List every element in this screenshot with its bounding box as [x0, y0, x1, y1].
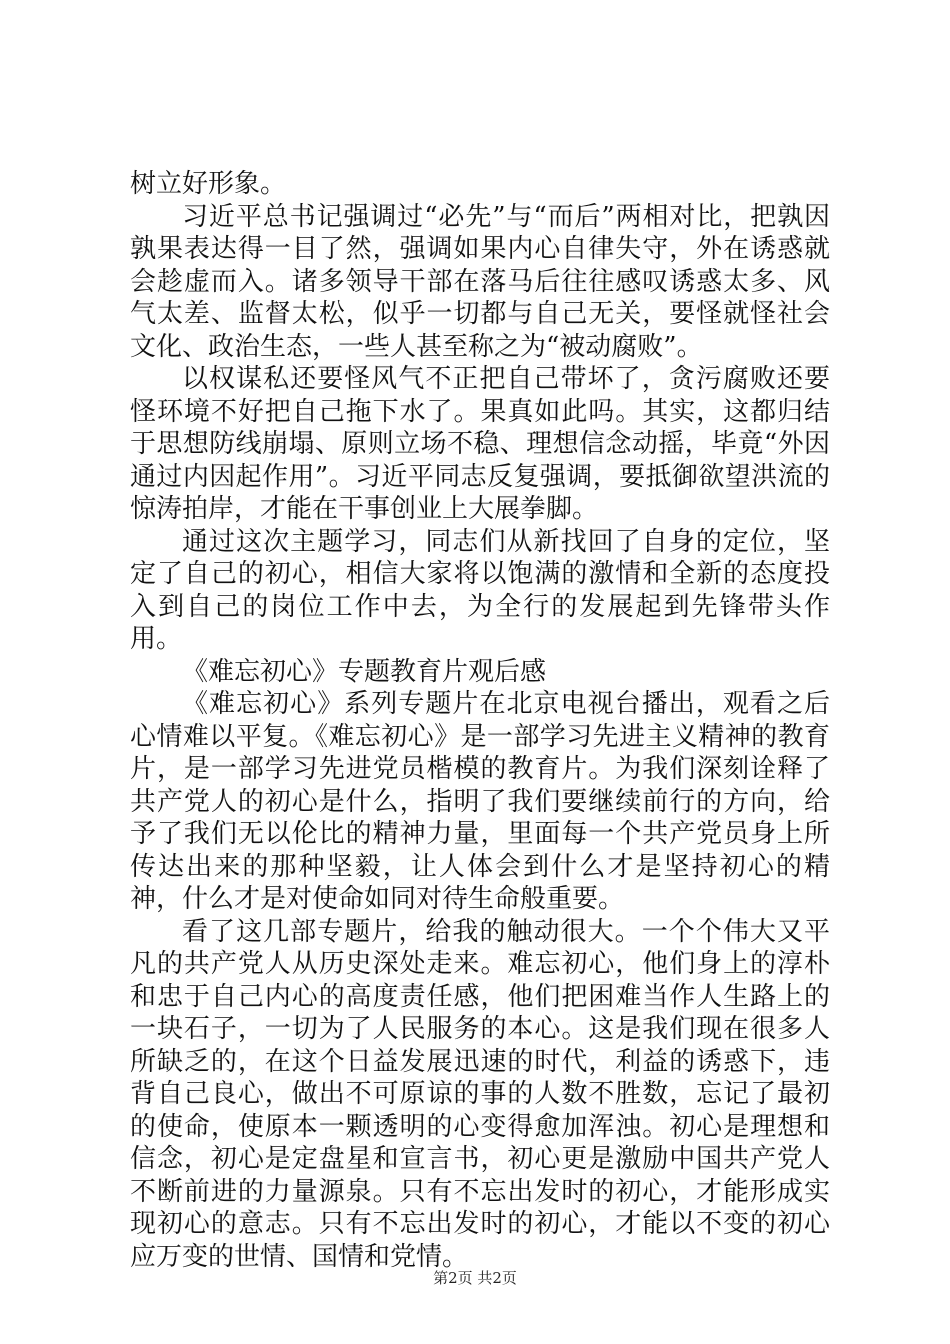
paragraph-6: 看了这几部专题片，给我的触动很大。一个个伟大又平凡的共产党人从历史深处走来。难忘初心，他们身上的淳朴和忠于自己内心的高度责任感，他们把困难当作人生路上的一块石子，一切为了人民服务的本心。这是我们现在很多人所缺乏的，在这个日益发展迅速的时代，利益的诱惑下，违背自己良心，做出不可原谅的事的人数不胜数，忘记了最初的使命，使原本一颗透明的心变得愈加浑浊。初心是理想和信念，初心是定盘星和宣言书，初心更是激励中国共产党人不断前进的力量源泉。只有不忘出发时的初心，才能形成实现初心的意志。只有不忘出发时的初心，才能以不变的初心应万变的世情、国情和党情。	[130, 916, 830, 1272]
paragraph-3: 以权谋私还要怪风气不正把自己带坏了，贪污腐败还要怪环境不好把自己拖下水了。果真如此吗。其实，这都归结于思想防线崩塌、原则立场不稳、理想信念动摇，毕竟“外因通过内因起作用”。习近平同志反复强调，要抵御欲望洪流的惊涛拍岸，才能在干事创业上大展拳脚。	[130, 364, 830, 524]
document-body	[130, 168, 830, 1273]
page-number-footer: 第2页 共2页	[433, 1269, 517, 1287]
paragraph-2: 习近平总书记强调过“必先”与“而后”两相对比，把孰因孰果表达得一目了然，强调如果内心自律失守，外在诱惑就会趁虚而入。诸多领导干部在落马后往往感叹诱惑太多、风气太差、监督太松，似乎一切都与自己无关，要怪就怪社会文化、政治生态，一些人甚至称之为“被动腐败”。	[130, 201, 830, 362]
paragraph-5: 《难忘初心》系列专题片在北京电视台播出，观看之后心情难以平复。《难忘初心》是一部学习先进主义精神的教育片，是一部学习先进党员楷模的教育片。为我们深刻诠释了共产党人的初心是什么，指明了我们要继续前行的方向，给予了我们无以伦比的精神力量，里面每一个共产党员身上所传达出来的那种坚毅，让人体会到什么才是坚持初心的精神，什么才是对使命如同对待生命般重要。	[130, 689, 830, 914]
section-title: 《难忘初心》专题教育片观后感	[182, 656, 547, 687]
paragraph-4: 通过这次主题学习，同志们从新找回了自身的定位，坚定了自己的初心，相信大家将以饱满的激情和全新的态度投入到自己的岗位工作中去，为全行的发展起到先锋带头作用。	[130, 526, 830, 654]
paragraph-1: 树立好形象。	[130, 169, 287, 199]
